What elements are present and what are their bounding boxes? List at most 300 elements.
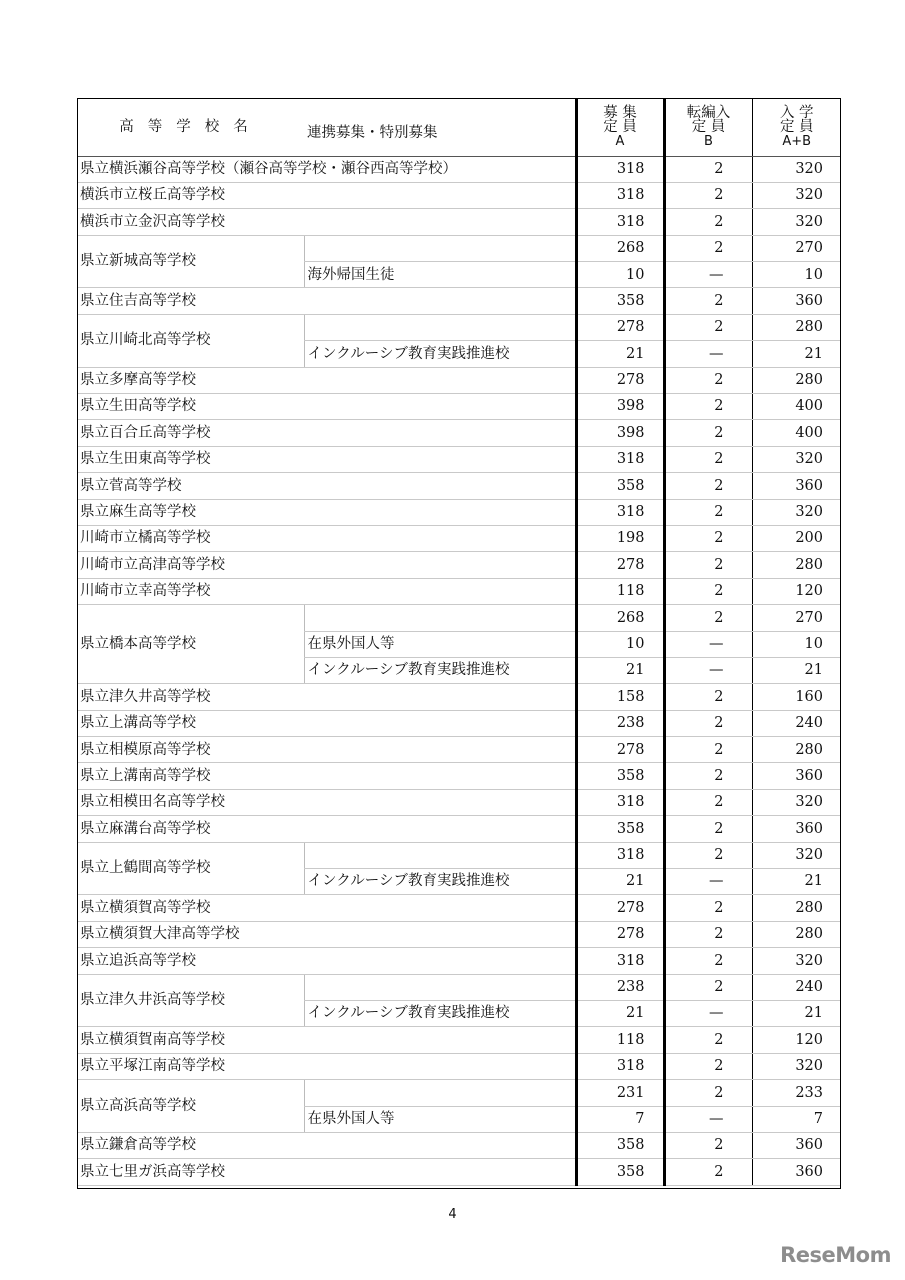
total-ab: 280 — [795, 741, 823, 758]
total-ab: 320 — [795, 1058, 823, 1075]
capacity-a-cell — [576, 420, 664, 446]
transfer-b-cell — [664, 420, 752, 446]
school-name-cell — [77, 235, 304, 288]
total-ab-cell — [752, 156, 841, 182]
capacity-table-container — [77, 98, 841, 1189]
table-row — [77, 1132, 841, 1158]
total-ab: 400 — [795, 424, 823, 441]
header-col-b — [664, 98, 752, 156]
total-ab-cell — [752, 763, 841, 789]
total-ab: 360 — [795, 820, 823, 837]
school-name-cell — [77, 1080, 304, 1133]
total-ab: 10 — [804, 266, 823, 283]
special-recruitment-cell — [304, 420, 576, 446]
header-col-c-line2: 定 員 — [779, 119, 814, 136]
transfer-b-cell — [664, 209, 752, 235]
school-name: 川崎市立高津高等学校 — [80, 556, 225, 573]
special-recruitment-cell — [304, 895, 576, 921]
school-name-cell — [77, 605, 304, 684]
transfer-b-cell — [664, 737, 752, 763]
school-name: 県立相模田名高等学校 — [80, 794, 225, 811]
header-col-b-line2: 定 員 — [691, 119, 726, 136]
total-ab-cell — [752, 1106, 841, 1132]
total-ab-cell — [752, 1080, 841, 1106]
transfer-b: 2 — [714, 1058, 724, 1075]
header-school-name — [77, 98, 304, 156]
transfer-b: 2 — [714, 240, 724, 257]
special-recruitment-cell — [304, 446, 576, 472]
transfer-b-cell — [664, 182, 752, 208]
capacity-a: 358 — [616, 767, 645, 784]
table-row — [77, 446, 841, 472]
school-name-cell — [77, 525, 304, 551]
table-row — [77, 1159, 841, 1185]
special-recruitment-cell — [304, 816, 576, 842]
total-ab-cell — [752, 974, 841, 1000]
table-row — [77, 1027, 841, 1053]
transfer-b: 2 — [714, 451, 724, 468]
school-name-cell — [77, 1132, 304, 1158]
capacity-a-cell — [576, 367, 664, 393]
capacity-a: 318 — [616, 504, 645, 521]
table-row — [77, 235, 841, 261]
total-ab: 21 — [804, 662, 823, 679]
transfer-b: 2 — [714, 715, 724, 732]
capacity-a-cell — [576, 288, 664, 314]
table-row — [77, 499, 841, 525]
capacity-a-cell — [576, 763, 664, 789]
transfer-b: 2 — [714, 187, 724, 204]
capacity-a: 231 — [616, 1084, 645, 1101]
special-recruitment-cell — [304, 710, 576, 736]
total-ab: 160 — [795, 688, 823, 705]
special-recruitment-cell — [304, 631, 576, 657]
transfer-b: 2 — [714, 530, 724, 547]
special-recruitment-cell — [304, 394, 576, 420]
capacity-a-cell — [576, 921, 664, 947]
capacity-a-cell — [576, 605, 664, 631]
school-name: 県立多摩高等学校 — [80, 372, 196, 389]
total-ab: 320 — [795, 952, 823, 969]
total-ab: 21 — [804, 1005, 823, 1022]
transfer-b-cell — [664, 816, 752, 842]
school-name: 県立住吉高等学校 — [80, 292, 196, 309]
capacity-a: 318 — [616, 952, 645, 969]
total-ab: 400 — [795, 398, 823, 415]
table-row — [77, 552, 841, 578]
capacity-a: 318 — [616, 451, 645, 468]
table-row — [77, 710, 841, 736]
special-recruitment-cell — [304, 578, 576, 604]
header-col-a — [576, 98, 664, 156]
transfer-b-cell — [664, 869, 752, 895]
table-row — [77, 1053, 841, 1079]
transfer-b-cell — [664, 842, 752, 868]
capacity-a-cell — [576, 789, 664, 815]
transfer-b-cell — [664, 288, 752, 314]
school-name-cell — [77, 578, 304, 604]
special-recruitment-cell — [304, 1080, 576, 1106]
table-row — [77, 789, 841, 815]
transfer-b-cell — [664, 394, 752, 420]
transfer-b: 2 — [714, 213, 724, 230]
capacity-a-cell — [576, 657, 664, 683]
capacity-a-cell — [576, 209, 664, 235]
capacity-a: 278 — [616, 741, 645, 758]
total-ab: 240 — [795, 979, 823, 996]
capacity-a: 10 — [626, 635, 645, 652]
transfer-b: 2 — [714, 979, 724, 996]
school-name: 県立追浜高等学校 — [80, 952, 196, 969]
transfer-b-cell — [664, 262, 752, 288]
special-recruitment-cell — [304, 1132, 576, 1158]
page-number: 4 — [448, 1207, 457, 1222]
transfer-b: 2 — [714, 741, 724, 758]
capacity-a-cell — [576, 578, 664, 604]
transfer-b: 2 — [714, 160, 724, 177]
total-ab-cell — [752, 948, 841, 974]
school-name: 横浜市立金沢高等学校 — [80, 213, 225, 230]
total-ab-cell — [752, 631, 841, 657]
transfer-b-cell — [664, 1027, 752, 1053]
school-name: 県立鎌倉高等学校 — [80, 1137, 196, 1154]
capacity-a-cell — [576, 473, 664, 499]
transfer-b: 2 — [714, 1137, 724, 1154]
transfer-b-cell — [664, 367, 752, 393]
transfer-b-cell — [664, 657, 752, 683]
total-ab-cell — [752, 1053, 841, 1079]
school-name-cell — [77, 420, 304, 446]
transfer-b-cell — [664, 710, 752, 736]
transfer-b-cell — [664, 499, 752, 525]
table-row — [77, 314, 841, 340]
special-recruitment: インクルーシブ教育実践推進校 — [307, 662, 510, 679]
transfer-b: 2 — [714, 556, 724, 573]
total-ab: 7 — [813, 1111, 823, 1127]
special-recruitment-cell — [304, 367, 576, 393]
special-recruitment-cell — [304, 262, 576, 288]
capacity-a: 318 — [616, 160, 645, 177]
total-ab-cell — [752, 1001, 841, 1027]
table-row — [77, 921, 841, 947]
special-recruitment-cell — [304, 235, 576, 261]
header-col-b-line3: B — [704, 133, 713, 149]
special-recruitment-cell — [304, 737, 576, 763]
special-recruitment-cell — [304, 684, 576, 710]
total-ab-cell — [752, 367, 841, 393]
transfer-b-cell — [664, 525, 752, 551]
school-name-cell — [77, 499, 304, 525]
school-name-cell — [77, 394, 304, 420]
transfer-b: — — [709, 1111, 724, 1127]
transfer-b: 2 — [714, 583, 724, 600]
special-recruitment-cell — [304, 948, 576, 974]
total-ab: 360 — [795, 767, 823, 784]
capacity-a-cell — [576, 1001, 664, 1027]
header-col-c — [752, 98, 841, 156]
capacity-a: 398 — [616, 398, 645, 415]
total-ab: 320 — [795, 504, 823, 521]
school-name-cell — [77, 367, 304, 393]
total-ab-cell — [752, 1027, 841, 1053]
capacity-a: 358 — [616, 477, 645, 494]
school-name-cell — [77, 816, 304, 842]
capacity-a: 7 — [635, 1111, 645, 1127]
capacity-a: 21 — [626, 345, 645, 362]
transfer-b: 2 — [714, 767, 724, 784]
school-name-cell — [77, 209, 304, 235]
transfer-b: 2 — [714, 794, 724, 811]
capacity-a-cell — [576, 869, 664, 895]
total-ab: 280 — [795, 556, 823, 573]
capacity-a-cell — [576, 499, 664, 525]
total-ab: 320 — [795, 187, 823, 204]
school-name-cell — [77, 1027, 304, 1053]
school-name-cell — [77, 974, 304, 1027]
transfer-b-cell — [664, 1159, 752, 1185]
total-ab: 200 — [795, 530, 823, 547]
school-name: 県立津久井浜高等学校 — [80, 992, 225, 1009]
total-ab-cell — [752, 209, 841, 235]
table-row — [77, 842, 841, 868]
header-col-c-line3: A+B — [782, 133, 812, 149]
total-ab: 240 — [795, 715, 823, 732]
capacity-a-cell — [576, 948, 664, 974]
transfer-b-cell — [664, 684, 752, 710]
total-ab-cell — [752, 314, 841, 340]
transfer-b-cell — [664, 1080, 752, 1106]
total-ab-cell — [752, 552, 841, 578]
capacity-a-cell — [576, 974, 664, 1000]
capacity-a-cell — [576, 156, 664, 182]
transfer-b-cell — [664, 235, 752, 261]
transfer-b: 2 — [714, 504, 724, 521]
header-special-text: 連携募集・特別募集 — [307, 124, 438, 141]
header-special — [304, 98, 576, 156]
transfer-b: 2 — [714, 688, 724, 705]
total-ab-cell — [752, 605, 841, 631]
total-ab: 21 — [804, 345, 823, 362]
total-ab: 360 — [795, 1163, 823, 1180]
school-name-cell — [77, 842, 304, 895]
capacity-a: 10 — [626, 266, 645, 283]
capacity-a-cell — [576, 314, 664, 340]
special-recruitment-cell — [304, 314, 576, 340]
special-recruitment-cell — [304, 921, 576, 947]
capacity-a-cell — [576, 816, 664, 842]
total-ab-cell — [752, 842, 841, 868]
transfer-b: 2 — [714, 1163, 724, 1180]
table-row — [77, 1080, 841, 1106]
table-row — [77, 209, 841, 235]
school-name-cell — [77, 737, 304, 763]
transfer-b: 2 — [714, 319, 724, 336]
transfer-b: 2 — [714, 424, 724, 441]
header-col-a-line1: 募 集 — [603, 104, 637, 121]
capacity-a: 278 — [616, 372, 645, 389]
capacity-a: 318 — [616, 847, 645, 864]
capacity-a: 358 — [616, 820, 645, 837]
header-col-a-line2: 定 員 — [603, 119, 637, 136]
school-name: 県立上鶴間高等学校 — [80, 860, 211, 877]
capacity-a-cell — [576, 262, 664, 288]
capacity-a: 318 — [616, 1058, 645, 1075]
total-ab: 320 — [795, 451, 823, 468]
total-ab-cell — [752, 1159, 841, 1185]
capacity-a: 278 — [616, 899, 645, 916]
special-recruitment-cell — [304, 341, 576, 367]
table-body — [77, 156, 841, 1185]
total-ab: 320 — [795, 213, 823, 230]
transfer-b-cell — [664, 631, 752, 657]
total-ab: 360 — [795, 292, 823, 309]
transfer-b: 2 — [714, 926, 724, 943]
special-recruitment-cell — [304, 1053, 576, 1079]
school-name: 県立上溝南高等学校 — [80, 767, 211, 784]
special-recruitment: インクルーシブ教育実践推進校 — [307, 1005, 510, 1022]
transfer-b-cell — [664, 789, 752, 815]
total-ab: 280 — [795, 372, 823, 389]
transfer-b: 2 — [714, 1031, 724, 1048]
total-ab: 280 — [795, 899, 823, 916]
capacity-a: 21 — [626, 662, 645, 679]
total-ab: 21 — [804, 873, 823, 890]
capacity-a: 118 — [616, 1031, 645, 1048]
school-name-cell — [77, 314, 304, 367]
table-row — [77, 816, 841, 842]
school-name: 県立横須賀高等学校 — [80, 899, 211, 916]
transfer-b-cell — [664, 763, 752, 789]
table-row — [77, 156, 841, 182]
school-name-cell — [77, 948, 304, 974]
table-row — [77, 578, 841, 604]
transfer-b: 2 — [714, 292, 724, 309]
transfer-b-cell — [664, 552, 752, 578]
special-recruitment-cell — [304, 869, 576, 895]
total-ab: 320 — [795, 160, 823, 177]
special-recruitment-cell — [304, 499, 576, 525]
table-row — [77, 473, 841, 499]
capacity-a-cell — [576, 842, 664, 868]
capacity-a-cell — [576, 684, 664, 710]
total-ab-cell — [752, 262, 841, 288]
total-ab: 233 — [795, 1084, 823, 1101]
capacity-a: 278 — [616, 319, 645, 336]
transfer-b: — — [709, 662, 724, 679]
school-name: 県立津久井高等学校 — [80, 688, 211, 705]
total-ab: 360 — [795, 1137, 823, 1154]
school-name-cell — [77, 446, 304, 472]
transfer-b: 2 — [714, 820, 724, 837]
transfer-b-cell — [664, 1053, 752, 1079]
capacity-a: 318 — [616, 794, 645, 811]
total-ab: 320 — [795, 847, 823, 864]
transfer-b-cell — [664, 314, 752, 340]
transfer-b-cell — [664, 948, 752, 974]
watermark-logo: ReseMom — [780, 1243, 891, 1267]
table-row — [77, 895, 841, 921]
school-name: 川崎市立橘高等学校 — [80, 530, 211, 547]
capacity-a-cell — [576, 631, 664, 657]
transfer-b: 2 — [714, 952, 724, 969]
header-school-name-text: 高等学校名 — [119, 118, 262, 135]
table-row — [77, 605, 841, 631]
total-ab-cell — [752, 816, 841, 842]
total-ab-cell — [752, 182, 841, 208]
capacity-a: 268 — [616, 240, 645, 257]
school-name: 県立川崎北高等学校 — [80, 332, 211, 349]
capacity-a: 21 — [626, 1005, 645, 1022]
capacity-a: 268 — [616, 609, 645, 626]
capacity-a-cell — [576, 1053, 664, 1079]
table-header-row — [77, 98, 841, 156]
capacity-a: 318 — [616, 187, 645, 204]
school-name-cell — [77, 710, 304, 736]
special-recruitment-cell — [304, 1159, 576, 1185]
total-ab: 280 — [795, 319, 823, 336]
total-ab-cell — [752, 525, 841, 551]
school-name: 県立麻溝台高等学校 — [80, 820, 211, 837]
transfer-b: — — [709, 635, 724, 652]
transfer-b-cell — [664, 341, 752, 367]
table-row — [77, 288, 841, 314]
special-recruitment-cell — [304, 1106, 576, 1132]
transfer-b-cell — [664, 473, 752, 499]
capacity-a-cell — [576, 737, 664, 763]
capacity-a: 238 — [616, 979, 645, 996]
school-name: 県立菅高等学校 — [80, 477, 182, 494]
capacity-a: 278 — [616, 556, 645, 573]
table-row — [77, 420, 841, 446]
transfer-b-cell — [664, 1106, 752, 1132]
total-ab-cell — [752, 288, 841, 314]
transfer-b-cell — [664, 578, 752, 604]
table-row — [77, 763, 841, 789]
transfer-b: 2 — [714, 847, 724, 864]
total-ab-cell — [752, 657, 841, 683]
school-name: 県立平塚江南高等学校 — [80, 1058, 225, 1075]
special-recruitment: 在県外国人等 — [307, 635, 395, 652]
total-ab-cell — [752, 869, 841, 895]
total-ab-cell — [752, 473, 841, 499]
transfer-b: 2 — [714, 609, 724, 626]
total-ab-cell — [752, 1132, 841, 1158]
capacity-a: 318 — [616, 213, 645, 230]
school-name: 県立横須賀南高等学校 — [80, 1031, 225, 1048]
capacity-a-cell — [576, 182, 664, 208]
special-recruitment-cell — [304, 288, 576, 314]
school-name-cell — [77, 1159, 304, 1185]
header-col-b-line1: 転編入 — [686, 104, 731, 121]
capacity-a: 358 — [616, 1163, 645, 1180]
capacity-a-cell — [576, 1027, 664, 1053]
school-name-cell — [77, 763, 304, 789]
school-name-cell — [77, 895, 304, 921]
transfer-b: 2 — [714, 899, 724, 916]
total-ab-cell — [752, 737, 841, 763]
special-recruitment: インクルーシブ教育実践推進校 — [307, 345, 510, 362]
transfer-b: — — [709, 266, 724, 283]
capacity-a-cell — [576, 1106, 664, 1132]
total-ab-cell — [752, 420, 841, 446]
school-name-cell — [77, 789, 304, 815]
table-row — [77, 974, 841, 1000]
capacity-a-cell — [576, 394, 664, 420]
capacity-a: 198 — [616, 530, 645, 547]
school-name: 県立新城高等学校 — [80, 253, 196, 270]
school-name: 横浜市立桜丘高等学校 — [80, 187, 225, 204]
school-name: 県立橋本高等学校 — [80, 635, 196, 652]
